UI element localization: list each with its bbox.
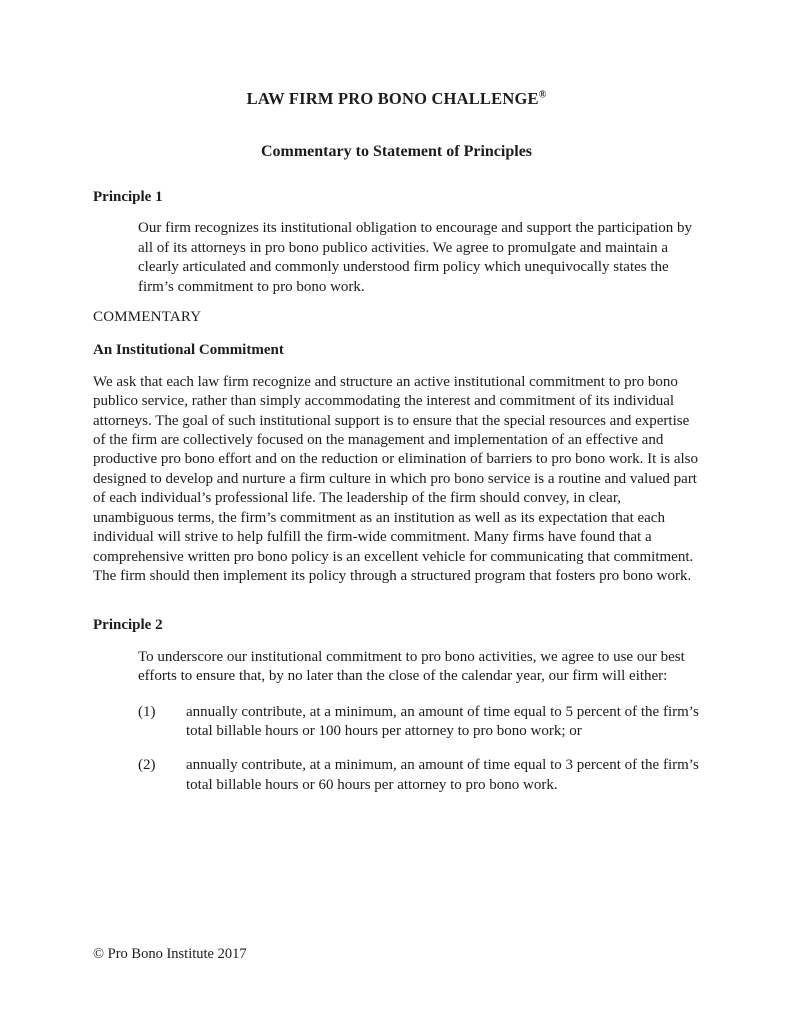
registered-trademark-symbol: ® (538, 89, 547, 101)
commentary-body-paragraph: We ask that each law firm recognize and structure an active institutional commitment to pro bono publico service, rather than simply accommodating the interest and commitment of its individual attorneys. The goal of such institutional support is to ensure that the special resources and expertise of the firm are collectively focused on the management and implementation of an effective and productive pro bono effort and on the reduction or elimination of barriers to pro bono work. It is also designed to develop and nurture a firm culture in which pro bono service is a routine and valued part of each individual’s professional life. The leadership of the firm should convey, in clear, unambiguous terms, the firm’s commitment as an institution as well as its expectation that each individual will strive to help fulfill the firm-wide commitment. Many firms have found that a comprehensive written pro bono policy is an excellent vehicle for communicating that commitment. The firm should then implement its policy through a structured program that fosters pro bono work. (93, 373, 698, 584)
list-item-number: (2) (138, 757, 156, 774)
list-item-text: annually contribute, at a minimum, an amount of time equal to 5 percent of the firm’s total billable hours or 100 hours per attorney to pro bono work; or (186, 703, 699, 739)
principle-1-heading: Principle 1 (93, 189, 163, 205)
document-title-text: LAW FIRM PRO BONO CHALLENGE (246, 89, 539, 108)
list-item-number: (1) (138, 703, 156, 720)
document-title (93, 88, 700, 109)
principle-2-quote: To underscore our institutional commitment to pro bono activities, we agree to use our best efforts to ensure that, by no later than the close of the calendar year, our firm will either: (138, 648, 685, 685)
principle-2-list (93, 703, 700, 796)
list-item-text: annually contribute, at a minimum, an amount of time equal to 3 percent of the firm’s total billable hours or 60 hours per attorney to pro bono work. (186, 757, 699, 793)
principle-1-quote: Our firm recognizes its institutional obligation to encourage and support the participation by all of its attorneys in pro bono publico activities. We agree to promulgate and maintain a clearly articulated and commonly understood firm policy which unequivocally states the firm’s commitment to pro bono work. (138, 220, 693, 295)
list-item (138, 703, 700, 742)
copyright-footer: © Pro Bono Institute 2017 (93, 945, 247, 962)
commentary-subheading: An Institutional Commitment (93, 342, 284, 359)
list-item (138, 756, 700, 795)
document-subtitle: Commentary to Statement of Principles (260, 143, 533, 160)
principle-2-heading: Principle 2 (93, 617, 163, 634)
commentary-label: COMMENTARY (93, 309, 202, 326)
